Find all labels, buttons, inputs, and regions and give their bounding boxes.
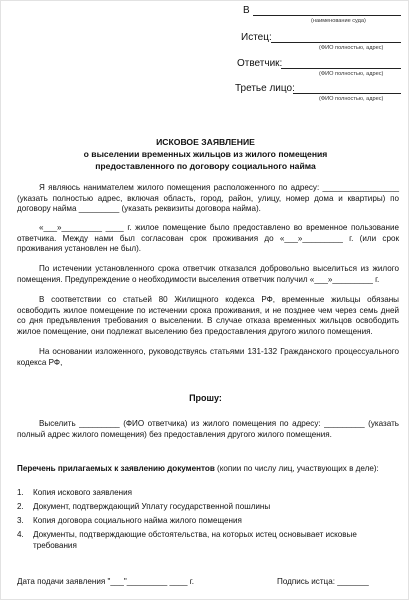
plaintiff-signature: Подпись истца: _______	[277, 577, 369, 586]
attachment-number: 2.	[17, 502, 24, 511]
filing-date: Дата подачи заявления "___"_________ ____ г.	[17, 577, 194, 586]
paragraph-refusal: По истечении установленного срока ответчик отказался добровольно выселиться из жилого помещения. Предупреждение о необходимости выселения ответчик получил «___»_________ г.	[17, 264, 399, 284]
attachments-heading-bold: Перечень прилагаемых к заявлению документов	[17, 464, 215, 473]
document-subtitle-1: о выселении временных жильцов из жилого помещения	[83, 149, 328, 159]
attachments-heading	[17, 464, 399, 475]
third-party-label: Третье лицо:	[235, 83, 295, 94]
attachment-text: Копия искового заявления	[33, 488, 132, 497]
defendant-label: Ответчик:	[237, 58, 283, 69]
attachment-number: 1.	[17, 488, 24, 497]
court-prefix: В	[243, 5, 250, 16]
defendant-note: (ФИО полностью, адрес)	[319, 71, 384, 77]
request-text: Выселить _________ (ФИО ответчика) из жилого помещения по адресу: _________ (указать полный адрес жилого помещения) без предоставления другого жилого помещения.	[17, 419, 399, 439]
paragraph-law: В соответствии со статьей 80 Жилищного кодекса РФ, временные жильцы обязаны освободить жилое помещение по истечении срока проживания, и не позднее чем через семь дней со дня предъявления требования о выселении. В случае отказа временных жильцов освободить жилое помещение, они подлежат выселению без предоставления другого жилого помещения.	[17, 295, 399, 336]
court-line	[253, 15, 401, 16]
third-party-note: (ФИО полностью, адрес)	[319, 96, 384, 102]
attachment-text: Копия договора социального найма жилого помещения	[33, 516, 242, 525]
document-title: ИСКОВОЕ ЗАЯВЛЕНИЕ	[156, 137, 255, 147]
attachment-text: Документ, подтверждающий Уплату государственной пошлины	[33, 502, 271, 511]
defendant-line	[281, 68, 401, 69]
attachment-number: 3.	[17, 516, 24, 525]
attachment-number: 4.	[17, 530, 24, 539]
plaintiff-label: Истец:	[241, 32, 272, 43]
document-subtitle-2: предоставленного по договору социального найма	[95, 161, 316, 171]
third-party-line	[293, 93, 401, 94]
plaintiff-line	[271, 42, 401, 43]
paragraph-tenant: Я являюсь нанимателем жилого помещения расположенного по адресу: _________________ (указать полностью адрес, включая область, город, район, улицу, номер дома и квартиры) по договору найма _________ (указать реквизиты договора найма).	[17, 183, 399, 214]
attachment-text: Документы, подтверждающие обстоятельства, на которых истец основывает исковые требования	[33, 530, 357, 550]
plaintiff-note: (ФИО полностью, адрес)	[319, 45, 384, 51]
request-heading: Прошу:	[189, 393, 222, 403]
paragraph-basis: На основании изложенного, руководствуясь статьями 131-132 Гражданского процессуального кодекса РФ,	[17, 347, 399, 367]
paragraph-provided: «___»_________ ____ г. жилое помещение было предоставлено во временное пользование ответчика. Между нами был согласован срок проживания до «___»_________ г. (или срок проживания установлен не был).	[17, 223, 399, 254]
attachments-heading-rest: (копии по числу лиц, участвующих в деле):	[214, 464, 379, 473]
court-note: (наименование суда)	[311, 18, 366, 24]
